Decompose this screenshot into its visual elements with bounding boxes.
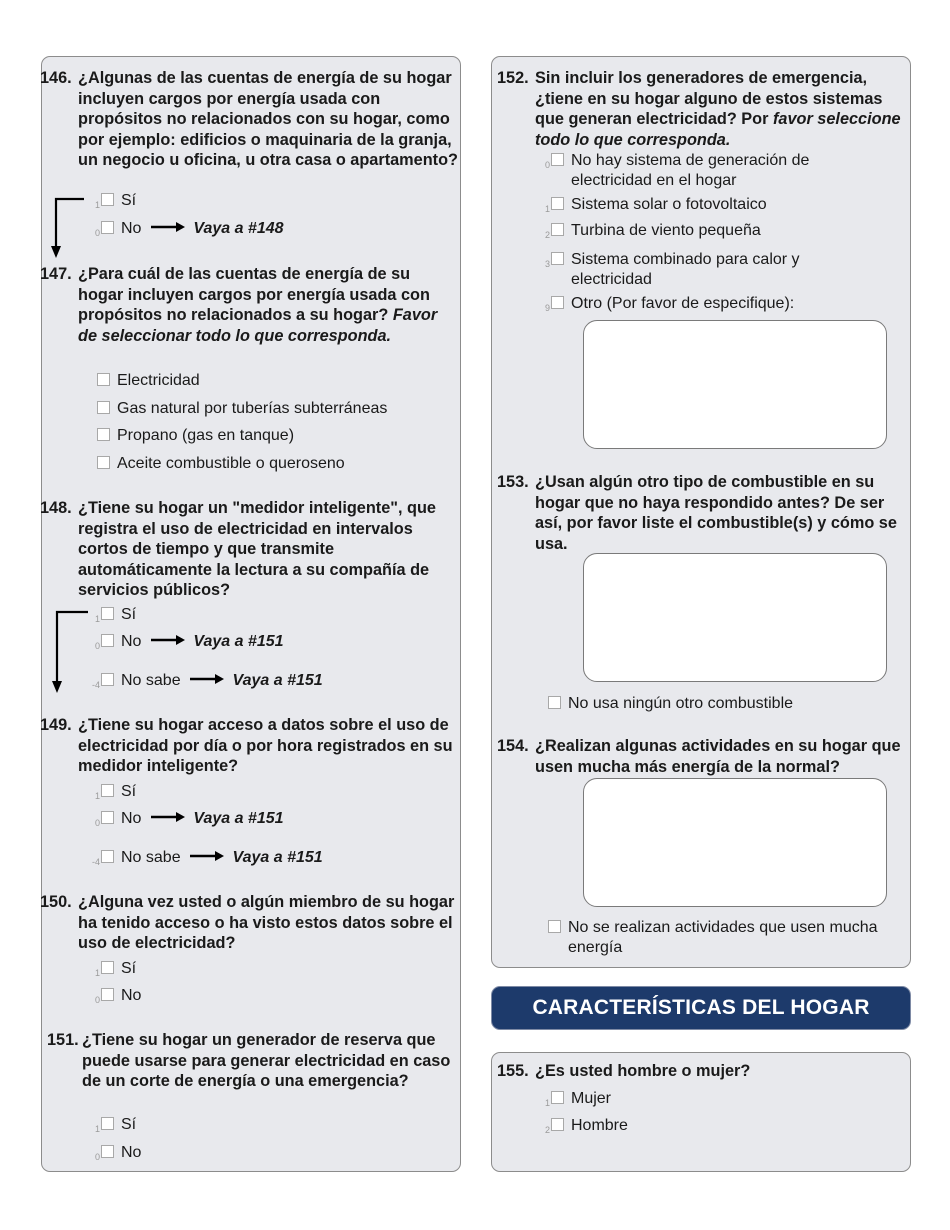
answer-code: 1 [94, 614, 100, 624]
q151-option-no[interactable] [86, 1143, 141, 1167]
q150-option-no[interactable] [86, 986, 141, 1010]
option-label: No usa ningún otro combustible [568, 695, 794, 712]
question-number: 146. [40, 69, 72, 87]
arrow-right-icon [151, 635, 185, 645]
question-155 [497, 1061, 907, 1082]
answer-code: 9 [544, 303, 550, 313]
answer-code: -4 [91, 680, 100, 690]
answer-code: 0 [94, 818, 100, 828]
question-151 [47, 1030, 458, 1092]
option-label: Sí [121, 960, 137, 977]
answer-code: 1 [544, 1098, 550, 1108]
q149-option-yes[interactable] [86, 782, 136, 806]
checkbox[interactable] [551, 153, 564, 166]
question-text: ¿Realizan algunas actividades en su hogar que usen mucha más energía de la normal? [535, 737, 901, 776]
question-number: 148. [40, 499, 72, 517]
checkbox[interactable] [101, 634, 114, 647]
q148-option-no[interactable] [86, 632, 284, 656]
checkbox[interactable] [101, 961, 114, 974]
question-number: 154. [497, 737, 529, 755]
option-label: No hay sistema de generación de electricidad en el hogar [571, 152, 810, 189]
question-text: ¿Para cuál de las cuentas de energía de su hogar incluyen cargos por energía usada con propósitos no relacionados a su hogar? [78, 265, 430, 324]
question-text: ¿Tiene su hogar un "medidor inteligente", que registra el uso de electricidad en intervalos cortos de tiempo y que transmite automáticamente la lectura a su compañía de servicios públicos? [78, 499, 436, 599]
skip-instruction: Vaya a #151 [232, 672, 323, 689]
checkbox[interactable] [101, 811, 114, 824]
option-label: Mujer [571, 1090, 612, 1107]
answer-code: 3 [544, 259, 550, 269]
answer-code: -4 [91, 857, 100, 867]
question-text: ¿Tiene su hogar acceso a datos sobre el uso de electricidad por día o por hora registrados en su medidor inteligente? [78, 716, 453, 775]
answer-code: 1 [94, 200, 100, 210]
skip-instruction: Vaya a #151 [193, 633, 284, 650]
checkbox[interactable] [101, 221, 114, 234]
checkbox[interactable] [101, 988, 114, 1001]
q152-option-none[interactable] [536, 151, 896, 191]
answer-code: 1 [94, 791, 100, 801]
question-150 [40, 892, 458, 954]
question-number: 149. [40, 716, 72, 734]
q148-option-yes[interactable] [86, 605, 136, 629]
question-147 [40, 264, 458, 346]
checkbox[interactable] [97, 428, 110, 441]
option-label: No sabe [121, 849, 181, 866]
checkbox[interactable] [548, 920, 561, 933]
q154-option-none[interactable] [548, 918, 904, 958]
option-label: Sí [121, 1116, 137, 1133]
question-number: 147. [40, 265, 72, 283]
question-text: ¿Alguna vez usted o algún miembro de su hogar ha tenido acceso o ha visto estos datos sobre el uso de electricidad? [78, 893, 455, 952]
checkbox[interactable] [551, 252, 564, 265]
skip-instruction: Vaya a #151 [232, 849, 323, 866]
answer-code: 0 [94, 1152, 100, 1162]
question-number: 151. [47, 1031, 79, 1049]
q152-option-solar[interactable] [536, 195, 767, 219]
arrow-right-icon [190, 851, 224, 861]
section-header: CARACTERÍSTICAS DEL HOGAR [491, 986, 911, 1030]
checkbox[interactable] [97, 456, 110, 469]
q152-option-wind[interactable] [536, 221, 761, 245]
checkbox[interactable] [551, 1091, 564, 1104]
skip-arrow-icon [48, 196, 88, 260]
option-label: No [121, 220, 142, 237]
option-label: Turbina de viento pequeña [571, 222, 761, 239]
q151-option-yes[interactable] [86, 1115, 136, 1139]
option-label: Hombre [571, 1117, 628, 1134]
q154-activities-textbox[interactable] [583, 778, 887, 907]
question-instruction: Favor de seleccionar todo lo que corresponda. [78, 306, 438, 345]
option-label: Sistema combinado para calor y electricidad [571, 251, 800, 288]
checkbox[interactable] [551, 197, 564, 210]
q155-option-female[interactable] [536, 1089, 611, 1113]
option-label: No se realizan actividades que usen mucha energía [568, 919, 878, 956]
answer-code: 1 [544, 204, 550, 214]
answer-code: 1 [94, 1124, 100, 1134]
question-number: 152. [497, 69, 529, 87]
question-number: 150. [40, 893, 72, 911]
q148-option-dont-know[interactable] [86, 671, 323, 695]
question-148 [40, 498, 458, 601]
q147-option-fuel-oil[interactable] [97, 454, 345, 474]
q146-option-no[interactable] [86, 219, 284, 243]
question-146 [40, 68, 458, 171]
q152-other-textbox[interactable] [583, 320, 887, 449]
option-label: No [121, 987, 142, 1004]
q152-option-other[interactable] [536, 294, 794, 318]
skip-instruction: Vaya a #151 [193, 810, 284, 827]
arrow-right-icon [151, 812, 185, 822]
checkbox[interactable] [101, 850, 114, 863]
option-label: Propano (gas en tanque) [117, 427, 295, 444]
option-label: Gas natural por tuberías subterráneas [117, 400, 388, 417]
question-153 [497, 472, 907, 554]
checkbox[interactable] [551, 296, 564, 309]
answer-code: 2 [544, 1125, 550, 1135]
q153-option-none[interactable] [548, 694, 793, 714]
question-text: Sin incluir los generadores de emergencia, ¿tiene en su hogar alguno de estos sistemas que generan electricidad? Por [535, 69, 883, 128]
checkbox[interactable] [548, 696, 561, 709]
checkbox[interactable] [101, 1145, 114, 1158]
checkbox[interactable] [101, 607, 114, 620]
skip-arrow-icon [52, 609, 90, 695]
skip-instruction: Vaya a #148 [193, 220, 284, 237]
q147-option-natural-gas[interactable] [97, 399, 387, 419]
answer-code: 0 [94, 641, 100, 651]
question-instruction: favor seleccione todo lo que corresponda. [535, 110, 901, 149]
answer-code: 0 [94, 995, 100, 1005]
q149-option-no[interactable] [86, 809, 284, 833]
q147-option-electricity[interactable] [97, 371, 200, 391]
q147-option-propane[interactable] [97, 426, 294, 446]
checkbox[interactable] [101, 673, 114, 686]
checkbox[interactable] [97, 373, 110, 386]
question-text: ¿Tiene su hogar un generador de reserva que puede usarse para generar electricidad en caso de un corte de energía o una emergencia? [82, 1031, 451, 1090]
arrow-right-icon [151, 222, 185, 232]
answer-code: 2 [544, 230, 550, 240]
option-label: Electricidad [117, 372, 200, 389]
option-label: Sí [121, 783, 137, 800]
q150-option-yes[interactable] [86, 959, 136, 983]
answer-code: 1 [94, 968, 100, 978]
checkbox[interactable] [101, 193, 114, 206]
option-label: No [121, 810, 142, 827]
q155-option-male[interactable] [536, 1116, 628, 1140]
option-label: Aceite combustible o queroseno [117, 455, 345, 472]
question-number: 155. [497, 1062, 529, 1080]
arrow-right-icon [190, 674, 224, 684]
question-number: 153. [497, 473, 529, 491]
checkbox[interactable] [551, 223, 564, 236]
question-152 [497, 68, 907, 150]
q152-option-chp[interactable] [536, 250, 896, 290]
q149-option-dont-know[interactable] [86, 848, 323, 872]
checkbox[interactable] [101, 1117, 114, 1130]
question-text: ¿Algunas de las cuentas de energía de su hogar incluyen cargos por energía usada con propósitos no relacionados con su hogar, como por ejemplo: edificios o maquinaria de la granja, un negocio u oficina, u otra casa o apartamento? [78, 69, 458, 169]
option-label: Sistema solar o fotovoltaico [571, 196, 767, 213]
checkbox[interactable] [101, 784, 114, 797]
option-label: Otro (Por favor de especifique): [571, 295, 795, 312]
checkbox[interactable] [97, 401, 110, 414]
question-text: ¿Usan algún otro tipo de combustible en su hogar que no haya respondido antes? De ser así, por favor liste el combustible(s) y cómo se usa. [535, 473, 897, 553]
option-label: No sabe [121, 672, 181, 689]
option-label: No [121, 1144, 142, 1161]
q146-option-yes[interactable] [86, 191, 136, 215]
answer-code: 0 [544, 160, 550, 170]
checkbox[interactable] [551, 1118, 564, 1131]
option-label: No [121, 633, 142, 650]
option-label: Sí [121, 192, 137, 209]
question-text: ¿Es usted hombre o mujer? [535, 1062, 751, 1080]
question-149 [40, 715, 458, 777]
option-label: Sí [121, 606, 137, 623]
answer-code: 0 [94, 228, 100, 238]
question-154 [497, 736, 907, 777]
q153-fuel-textbox[interactable] [583, 553, 887, 682]
